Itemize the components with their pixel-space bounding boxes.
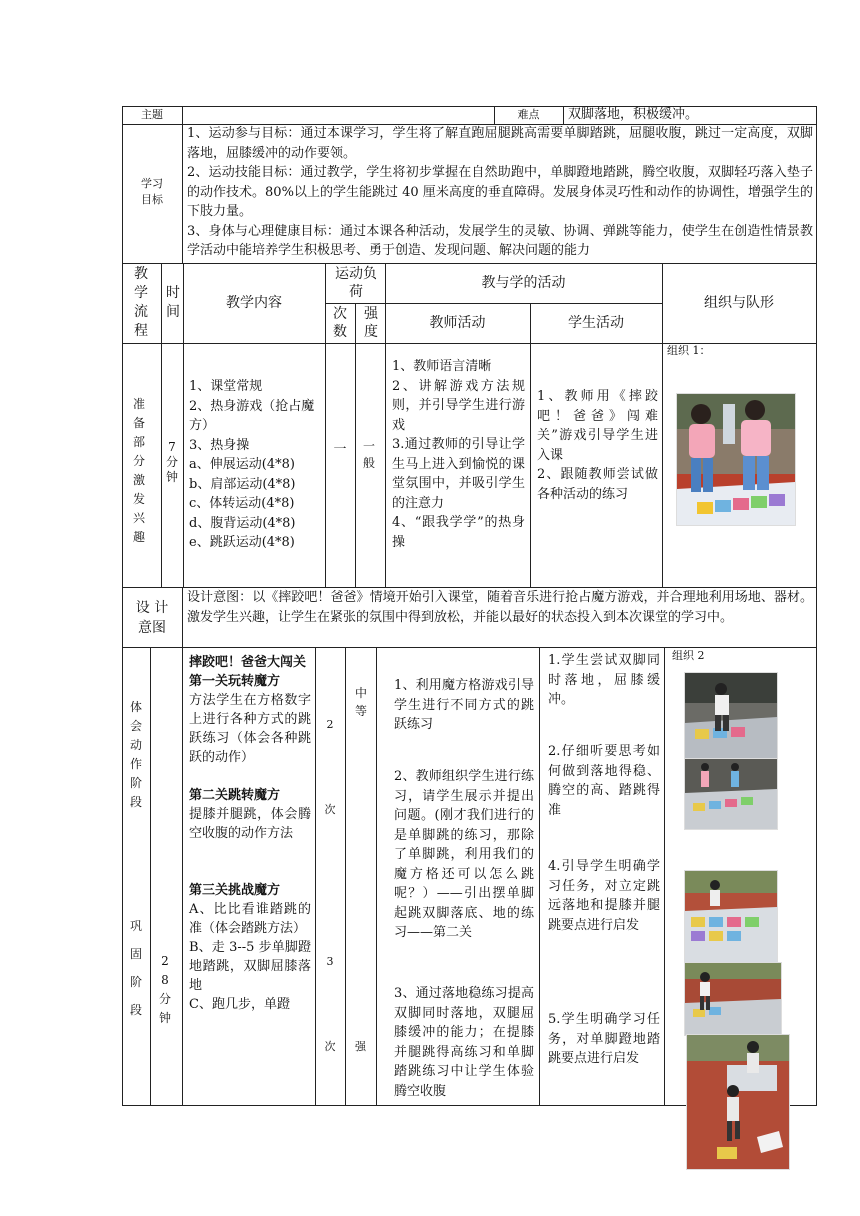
- main-title: 摔跤吧！爸爸大闯关: [189, 655, 307, 670]
- main-count-2: 3: [326, 955, 334, 968]
- main-student-5: 5.学生明确学习任务，对单脚蹬地踏跳要点进行启发: [548, 1012, 660, 1066]
- objective-3: 3、身体与心理健康目标：通过本课各种活动，发展学生的灵敏、协调、弹跳等能力，使学生在创造性情景教学活动中能培养学生积极思考、勇于创造、发现问题、解决问题的能力: [187, 223, 813, 258]
- header-load: 运动负荷: [335, 266, 377, 300]
- prep-time: 7分钟: [165, 440, 178, 484]
- level3-c: C、跑几步，单蹬: [189, 997, 290, 1012]
- header-organization: 组织与队形: [704, 295, 774, 311]
- level3-a: A、比比看谁踏跳的准（体会踏跳方法）: [189, 902, 311, 936]
- main-count-1b: 次: [324, 803, 336, 816]
- main-student-2: 2.仔细听要思考如何做到落地得稳、腾空的高、踏跳得准: [548, 744, 660, 818]
- header-student: 学生活动: [568, 315, 624, 331]
- practice-photo-5: [686, 1034, 790, 1170]
- practice-photo-2: [684, 758, 778, 830]
- prep-stage: 准备部分激发兴趣: [132, 397, 145, 544]
- header-count: 次数: [333, 306, 347, 340]
- design-label: 设 计 意图: [135, 600, 169, 636]
- level1-title: 第一关玩转魔方: [189, 674, 281, 689]
- level2-title: 第二关跳转魔方: [189, 788, 281, 803]
- level3-b: B、走 3--5 步单脚蹬地踏跳，双脚屈膝落地: [189, 940, 311, 993]
- objectives-label: 学习 目标: [141, 177, 163, 206]
- main-teacher-1: 1、利用魔方格游戏引导学生进行不同方式的跳跃练习: [394, 678, 534, 732]
- prep-student: 1、教师用《摔跤吧！爸爸》闯难关”游戏引导学生进入课 2、跟随教师尝试做各种活动的练习: [537, 389, 658, 502]
- level2-text: 提膝并腿跳，体会腾空收腹的动作方法: [189, 807, 311, 841]
- main-content: [189, 653, 311, 1014]
- main-student-1: 1.学生尝试双脚同时落地，屈膝缓冲。: [548, 653, 660, 707]
- header-intensity: 强度: [364, 306, 378, 340]
- main-intensity-2: 强: [355, 1040, 366, 1053]
- warmup-photo: [676, 393, 796, 526]
- main-time: 28分钟: [158, 954, 171, 1025]
- main-teacher-3: 3、通过落地稳练习提高双脚同时落地，双腿屈膝缓冲的能力；在提膝并腿跳得高练习和单脚踏跳练习中让学生体验腾空收腹: [394, 986, 534, 1099]
- difficulty-value: 双脚落地，积极缓冲。: [568, 107, 699, 122]
- objective-1: 1、运动参与目标：通过本课学习，学生将了解直跑屈腿跳高需要单脚踏跳，屈腿收腹，跳过一定高度，双脚落地，屈膝缓冲的动作要领。: [187, 126, 813, 161]
- header-process: 教学流程: [134, 266, 148, 339]
- practice-photo-3: [684, 870, 778, 964]
- practice-photo-1: [684, 672, 778, 760]
- header-teacher: 教师活动: [429, 315, 486, 331]
- difficulty-label: 难点: [517, 108, 540, 121]
- main-count-1: 2: [326, 718, 334, 731]
- header-time: 时间: [166, 285, 180, 320]
- design-text: 设计意图：以《摔跤吧！爸爸》情境开始引入课堂，随着音乐进行抢占魔方游戏，并合理地利用场地、器材。激发学生兴趣，让学生在紧张的氛围中得到放松，并能以最好的状态投入到本次课堂的学习中。: [187, 590, 813, 625]
- main-teacher-2: 2、教师组织学生进行练习，请学生展示并提出问题。(刚才我们进行的是单脚跳的练习，那除了单脚跳，利用我们的魔方格还可以怎么跳呢？）——引出摆单脚起跳双脚落底、地的练习——第二关: [394, 769, 534, 940]
- prep-org-label: 组织 1：: [667, 344, 711, 357]
- main-org-label: 组织 2: [672, 649, 705, 662]
- main-count-2b: 次: [324, 1040, 336, 1053]
- objective-2: 2、运动技能目标：通过教学，学生将初步掌握在自然助跑中，单脚蹬地踏跳，腾空收腹，双脚轻巧落入垫子的动作技术。80%以上的学生能跳过 40 厘米高度的垂直障碍。发展身体灵巧性和动作的协调性，增强学生的下肢力量。: [187, 165, 813, 219]
- prep-content: 1、课堂常规 2、热身游戏（抢占魔方） 3、热身操 a、伸展运动(4*8) b、肩部运动(4*8) c、体转运动(4*8) d、腹背运动(4*8) e、跳跃运动(4*8): [189, 379, 315, 550]
- prep-intensity: 一般: [362, 439, 375, 470]
- main-stage-bottom: 巩固阶段: [129, 919, 142, 1017]
- header-activities: 教与学的活动: [481, 275, 566, 291]
- prep-teacher: 1、教师语言清晰 2、讲解游戏方法规则，并引导学生进行游戏 3.通过教师的引导让学生马上进入到愉悦的课堂氛围中，并吸引学生的注意力 4、“跟我学学”的热身操: [392, 359, 525, 550]
- topic-label: 主题: [141, 108, 163, 121]
- practice-photo-4: [684, 962, 782, 1036]
- level3-title: 第三关挑战魔方: [189, 883, 281, 898]
- main-student-4: 4.引导学生明确学习任务，对立定跳远落地和提膝并腿跳要点进行启发: [548, 859, 660, 933]
- main-intensity-1: 中等: [354, 686, 367, 718]
- main-stage-top: 体会动作阶段: [129, 700, 142, 809]
- objectives-list: [187, 124, 813, 261]
- header-content: 教学内容: [226, 295, 282, 311]
- prep-count: 一: [333, 442, 347, 457]
- level1-text: 方法学生在方格数字上进行各种方式的跳跃练习（体会各种跳跃的动作）: [189, 693, 311, 765]
